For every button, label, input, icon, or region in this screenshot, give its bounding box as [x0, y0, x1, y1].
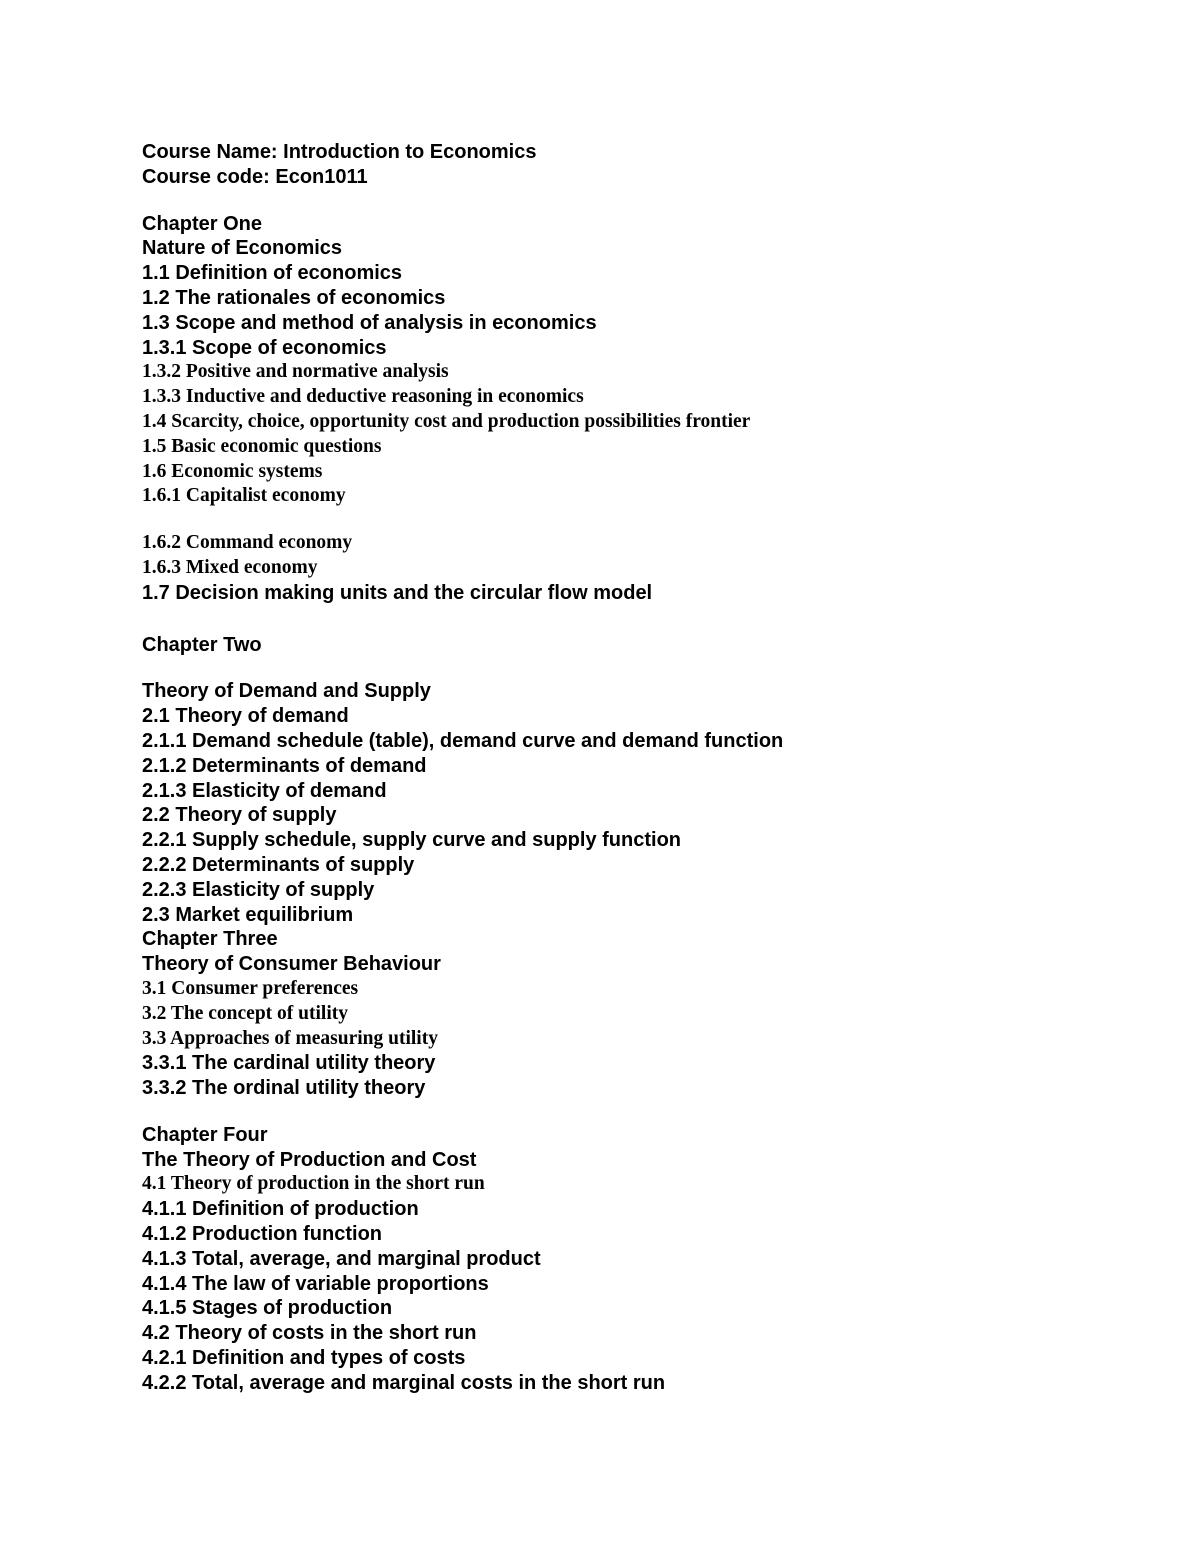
outline-item: 3.2 The concept of utility [142, 1002, 349, 1024]
outline-item: 4.1.2 Production function [142, 1223, 383, 1246]
outline-item: 4.1.3 Total, average, and marginal product [142, 1247, 541, 1270]
chapter-one-heading: Chapter One [142, 212, 263, 235]
outline-item: 2.2.3 Elasticity of supply [142, 878, 375, 901]
spacer [142, 190, 1142, 212]
course-outline [142, 140, 1142, 1396]
outline-item: 4.1.5 Stages of production [142, 1297, 393, 1320]
outline-item: 1.3 Scope and method of analysis in economics [142, 311, 597, 334]
chapter-two-heading: Chapter Two [142, 633, 262, 656]
chapter-one-title: Nature of Economics [142, 237, 343, 260]
outline-item: 2.1.3 Elasticity of demand [142, 779, 387, 802]
chapter-two-title: Theory of Demand and Supply [142, 680, 431, 703]
chapter-four-heading: Chapter Four [142, 1123, 268, 1146]
outline-item: 1.3.1 Scope of economics [142, 336, 387, 359]
outline-item: 1.6.3 Mixed economy [142, 556, 318, 578]
outline-item: 1.6 Economic systems [142, 460, 323, 482]
outline-item: 2.2 Theory of supply [142, 804, 337, 827]
spacer [142, 606, 1142, 633]
chapter-three-title: Theory of Consumer Behaviour [142, 953, 441, 976]
outline-item: 4.1.4 The law of variable proportions [142, 1272, 489, 1295]
outline-item: 2.3 Market equilibrium [142, 903, 354, 926]
outline-item: 4.2.1 Definition and types of costs [142, 1347, 466, 1370]
outline-item: 2.1.1 Demand schedule (table), demand curve and demand function [142, 729, 784, 752]
outline-item: 3.3.2 The ordinal utility theory [142, 1077, 426, 1100]
outline-item: 1.6.1 Capitalist economy [142, 485, 346, 507]
outline-item: 3.3.1 The cardinal utility theory [142, 1052, 436, 1075]
spacer [142, 1101, 1142, 1123]
outline-item: 1.1 Definition of economics [142, 262, 403, 285]
outline-item: 3.1 Consumer preferences [142, 977, 359, 999]
outline-item: 1.3.3 Inductive and deductive reasoning in economics [142, 386, 584, 408]
outline-item: 4.1 Theory of production in the short run [142, 1173, 485, 1195]
spacer [142, 509, 1142, 531]
chapter-four-title: The Theory of Production and Cost [142, 1148, 477, 1171]
chapter-three-heading: Chapter Three [142, 928, 278, 951]
outline-item: 1.2 The rationales of economics [142, 286, 446, 309]
outline-item: 4.1.1 Definition of production [142, 1198, 419, 1221]
outline-item: 1.5 Basic economic questions [142, 435, 382, 457]
outline-item: 1.6.2 Command economy [142, 532, 353, 554]
outline-item: 4.2 Theory of costs in the short run [142, 1322, 477, 1345]
outline-item: 2.2.1 Supply schedule, supply curve and supply function [142, 829, 682, 852]
course-name: Course Name: Introduction to Economics [142, 141, 537, 163]
outline-item: 1.4 Scarcity, choice, opportunity cost and production possibilities frontier [142, 410, 751, 432]
outline-item: 1.7 Decision making units and the circular flow model [142, 581, 653, 604]
outline-item: 2.1.2 Determinants of demand [142, 754, 427, 777]
outline-item: 3.3 Approaches of measuring utility [142, 1027, 438, 1049]
outline-item: 1.3.2 Positive and normative analysis [142, 361, 449, 383]
outline-item: 2.1 Theory of demand [142, 705, 349, 728]
course-code: Course code: Econ1011 [142, 165, 368, 188]
outline-item: 4.2.2 Total, average and marginal costs in the short run [142, 1371, 666, 1394]
spacer [142, 657, 1142, 679]
outline-item: 2.2.2 Determinants of supply [142, 853, 415, 876]
